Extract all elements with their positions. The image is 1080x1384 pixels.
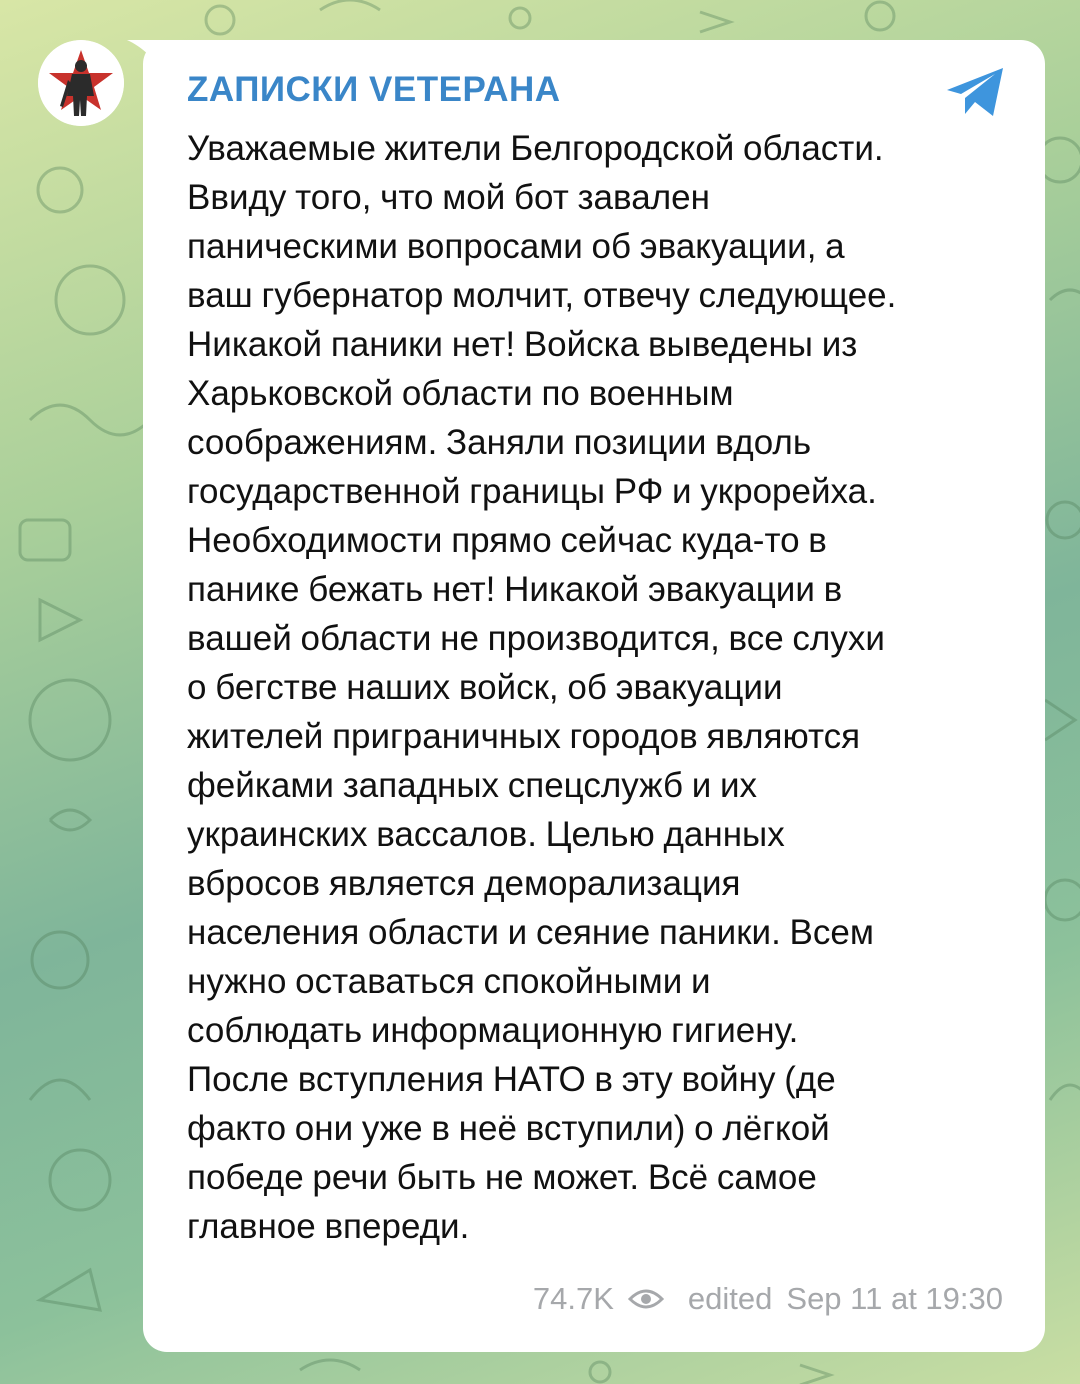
soldier-star-avatar-icon [38,40,124,126]
edited-label: edited [687,1281,773,1316]
eye-icon [628,1287,664,1311]
channel-name[interactable]: ZАПИСКИ VЕТЕРАНА [187,70,561,109]
views-count: 74.7K [532,1281,614,1316]
message-timestamp: Sep 11 at 19:30 [786,1281,1003,1316]
message-text: Уважаемые жители Белгородской области. Ввиду того, что мой бот завален паническими вопросами об эвакуации, а ваш губернатор молчит, отвечу следующее. Никакой паники нет! Войска выведены из Харьковской области по военным соображениям. Заняли позиции вдоль государственной границы РФ и укрорейха. Необходимости прямо сейчас куда-то в панике бежать нет! Никакой эвакуации в вашей области не производится, все слухи о бегстве наших войск, об эвакуации жителей приграничных городов являются фейками западных спецслужб и их украинских вассалов. Целью данных вбросов является деморализация населения области и сеяние паники. Всем нужно оставаться спокойными и соблюдать информационную гигиену. После вступления НАТО в эту войну (де факто они уже в неё вступили) о лёгкой победе речи быть не может. Всё самое главное впереди. [187,129,897,1246]
message-bubble[interactable] [143,40,1045,1352]
channel-avatar[interactable] [38,40,124,126]
telegram-share-icon[interactable] [943,62,1009,122]
message-meta [533,1281,1003,1317]
